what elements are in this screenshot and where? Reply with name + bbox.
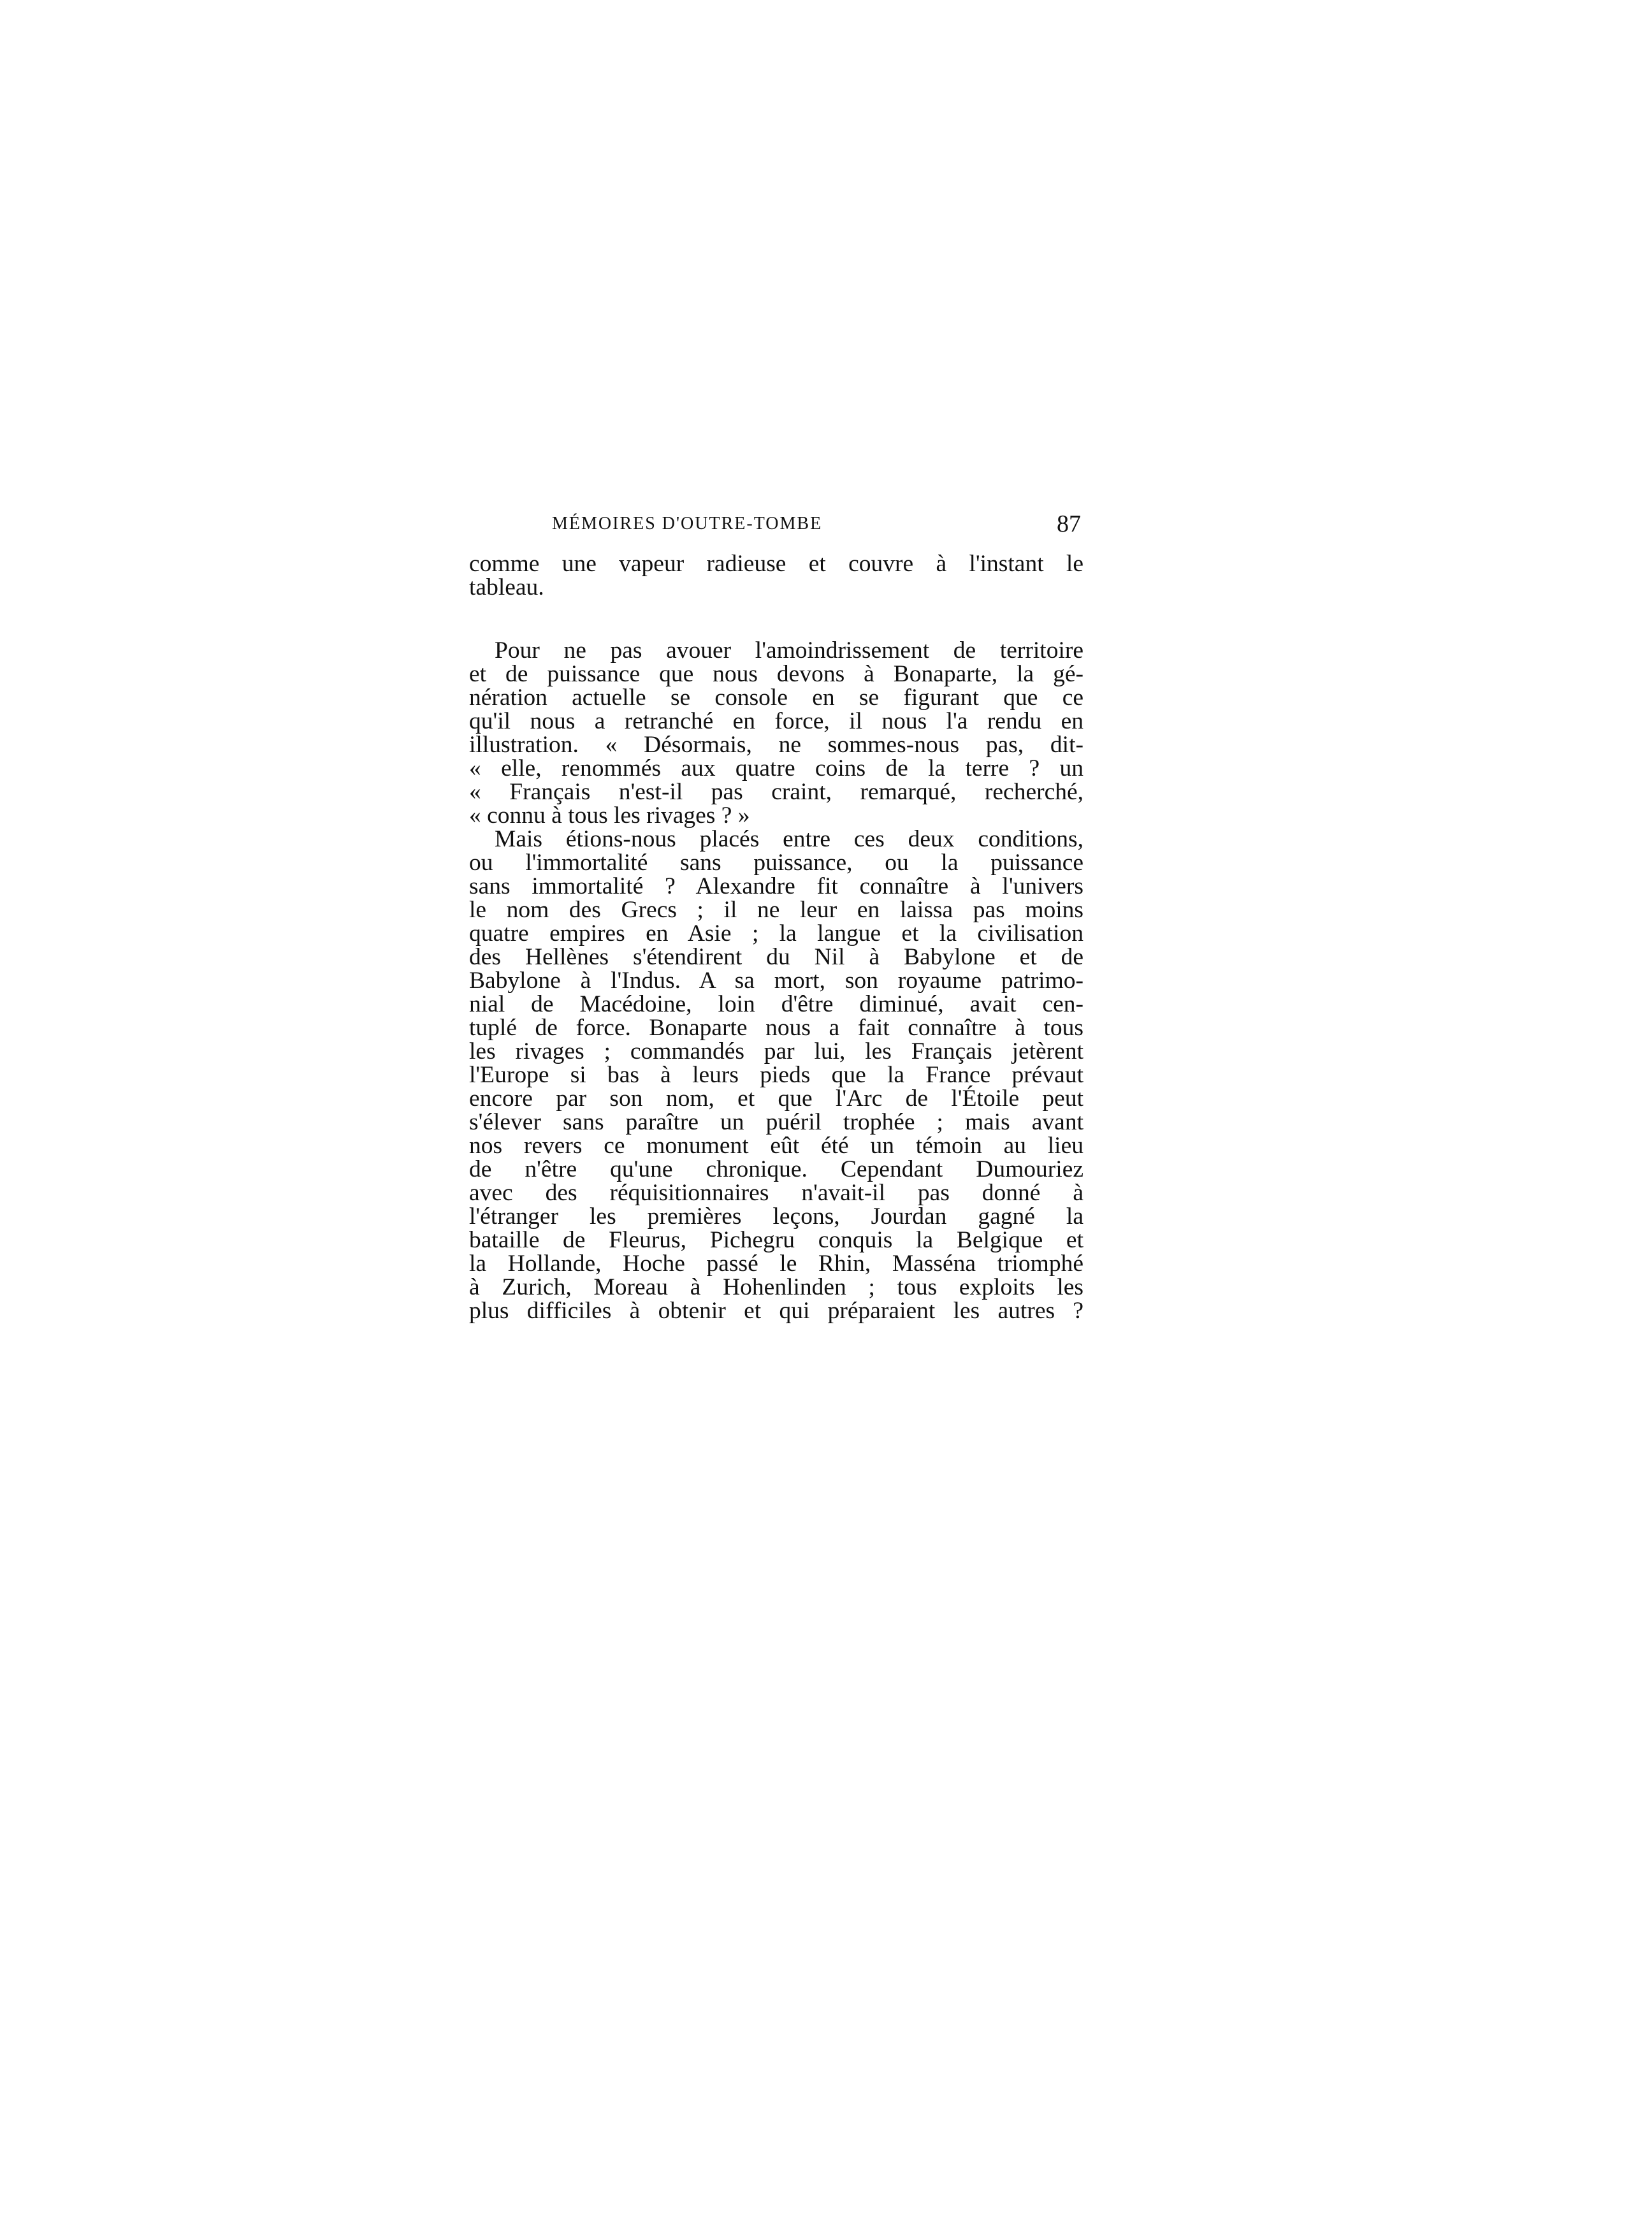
text-line: les rivages ; commandés par lui, les Français jetèrent xyxy=(469,1038,1083,1064)
text-line: comme une vapeur radieuse et couvre à l'instant le xyxy=(469,551,1083,577)
text-line: nération actuelle se console en se figurant que ce xyxy=(469,685,1083,711)
text-line: « elle, renommés aux quatre coins de la terre ? un xyxy=(469,755,1083,781)
running-header xyxy=(469,510,1083,546)
text-line: tuplé de force. Bonaparte nous a fait connaître à tous xyxy=(469,1015,1083,1041)
text-line: encore par son nom, et que l'Arc de l'Étoile peut xyxy=(469,1085,1083,1112)
text-line: ou l'immortalité sans puissance, ou la puissance xyxy=(469,850,1083,876)
page-number: 87 xyxy=(1057,511,1081,537)
text-line: tableau. xyxy=(469,574,544,600)
text-line: nial de Macédoine, loin d'être diminué, avait cen- xyxy=(469,991,1083,1017)
text-line: des Hellènes s'étendirent du Nil à Babylone et de xyxy=(469,944,1083,970)
text-line: sans immortalité ? Alexandre fit connaître à l'univers xyxy=(469,873,1083,899)
running-title: MÉMOIRES D'OUTRE-TOMBE xyxy=(552,514,823,534)
text-line: « Français n'est-il pas craint, remarqué, recherché, xyxy=(469,779,1083,805)
text-line: l'Europe si bas à leurs pieds que la France prévaut xyxy=(469,1062,1083,1088)
text-line: Mais étions-nous placés entre ces deux conditions, xyxy=(495,826,1083,852)
text-line: plus difficiles à obtenir et qui préparaient les autres ? xyxy=(469,1298,1083,1324)
text-line: s'élever sans paraître un puéril trophée ; mais avant xyxy=(469,1109,1083,1135)
text-line: de n'être qu'une chronique. Cependant Dumouriez xyxy=(469,1156,1083,1182)
text-line: la Hollande, Hoche passé le Rhin, Masséna triomphé xyxy=(469,1251,1083,1277)
paragraph-alexandre xyxy=(469,827,1083,1323)
paragraph-illustration xyxy=(469,639,1083,827)
text-line: quatre empires en Asie ; la langue et la civilisation xyxy=(469,920,1083,947)
text-line: « connu à tous les rivages ? » xyxy=(469,802,750,829)
text-line: à Zurich, Moreau à Hohenlinden ; tous exploits les xyxy=(469,1274,1083,1300)
text-line: l'étranger les premières leçons, Jourdan gagné la xyxy=(469,1203,1083,1230)
text-line: nos revers ce monument eût été un témoin au lieu xyxy=(469,1133,1083,1159)
text-line: illustration. « Désormais, ne sommes-nous pas, dit- xyxy=(469,732,1083,758)
text-line: qu'il nous a retranché en force, il nous l'a rendu en xyxy=(469,708,1083,734)
text-line: et de puissance que nous devons à Bonaparte, la gé- xyxy=(469,661,1083,687)
text-line: avec des réquisitionnaires n'avait-il pas donné à xyxy=(469,1180,1083,1206)
book-page xyxy=(469,510,1083,1323)
paragraph-continuation xyxy=(469,552,1083,599)
text-line: Babylone à l'Indus. A sa mort, son royaume patrimo- xyxy=(469,968,1083,994)
text-line: Pour ne pas avouer l'amoindrissement de territoire xyxy=(495,637,1083,664)
text-line: le nom des Grecs ; il ne leur en laissa pas moins xyxy=(469,897,1083,923)
text-line: bataille de Fleurus, Pichegru conquis la Belgique et xyxy=(469,1227,1083,1253)
